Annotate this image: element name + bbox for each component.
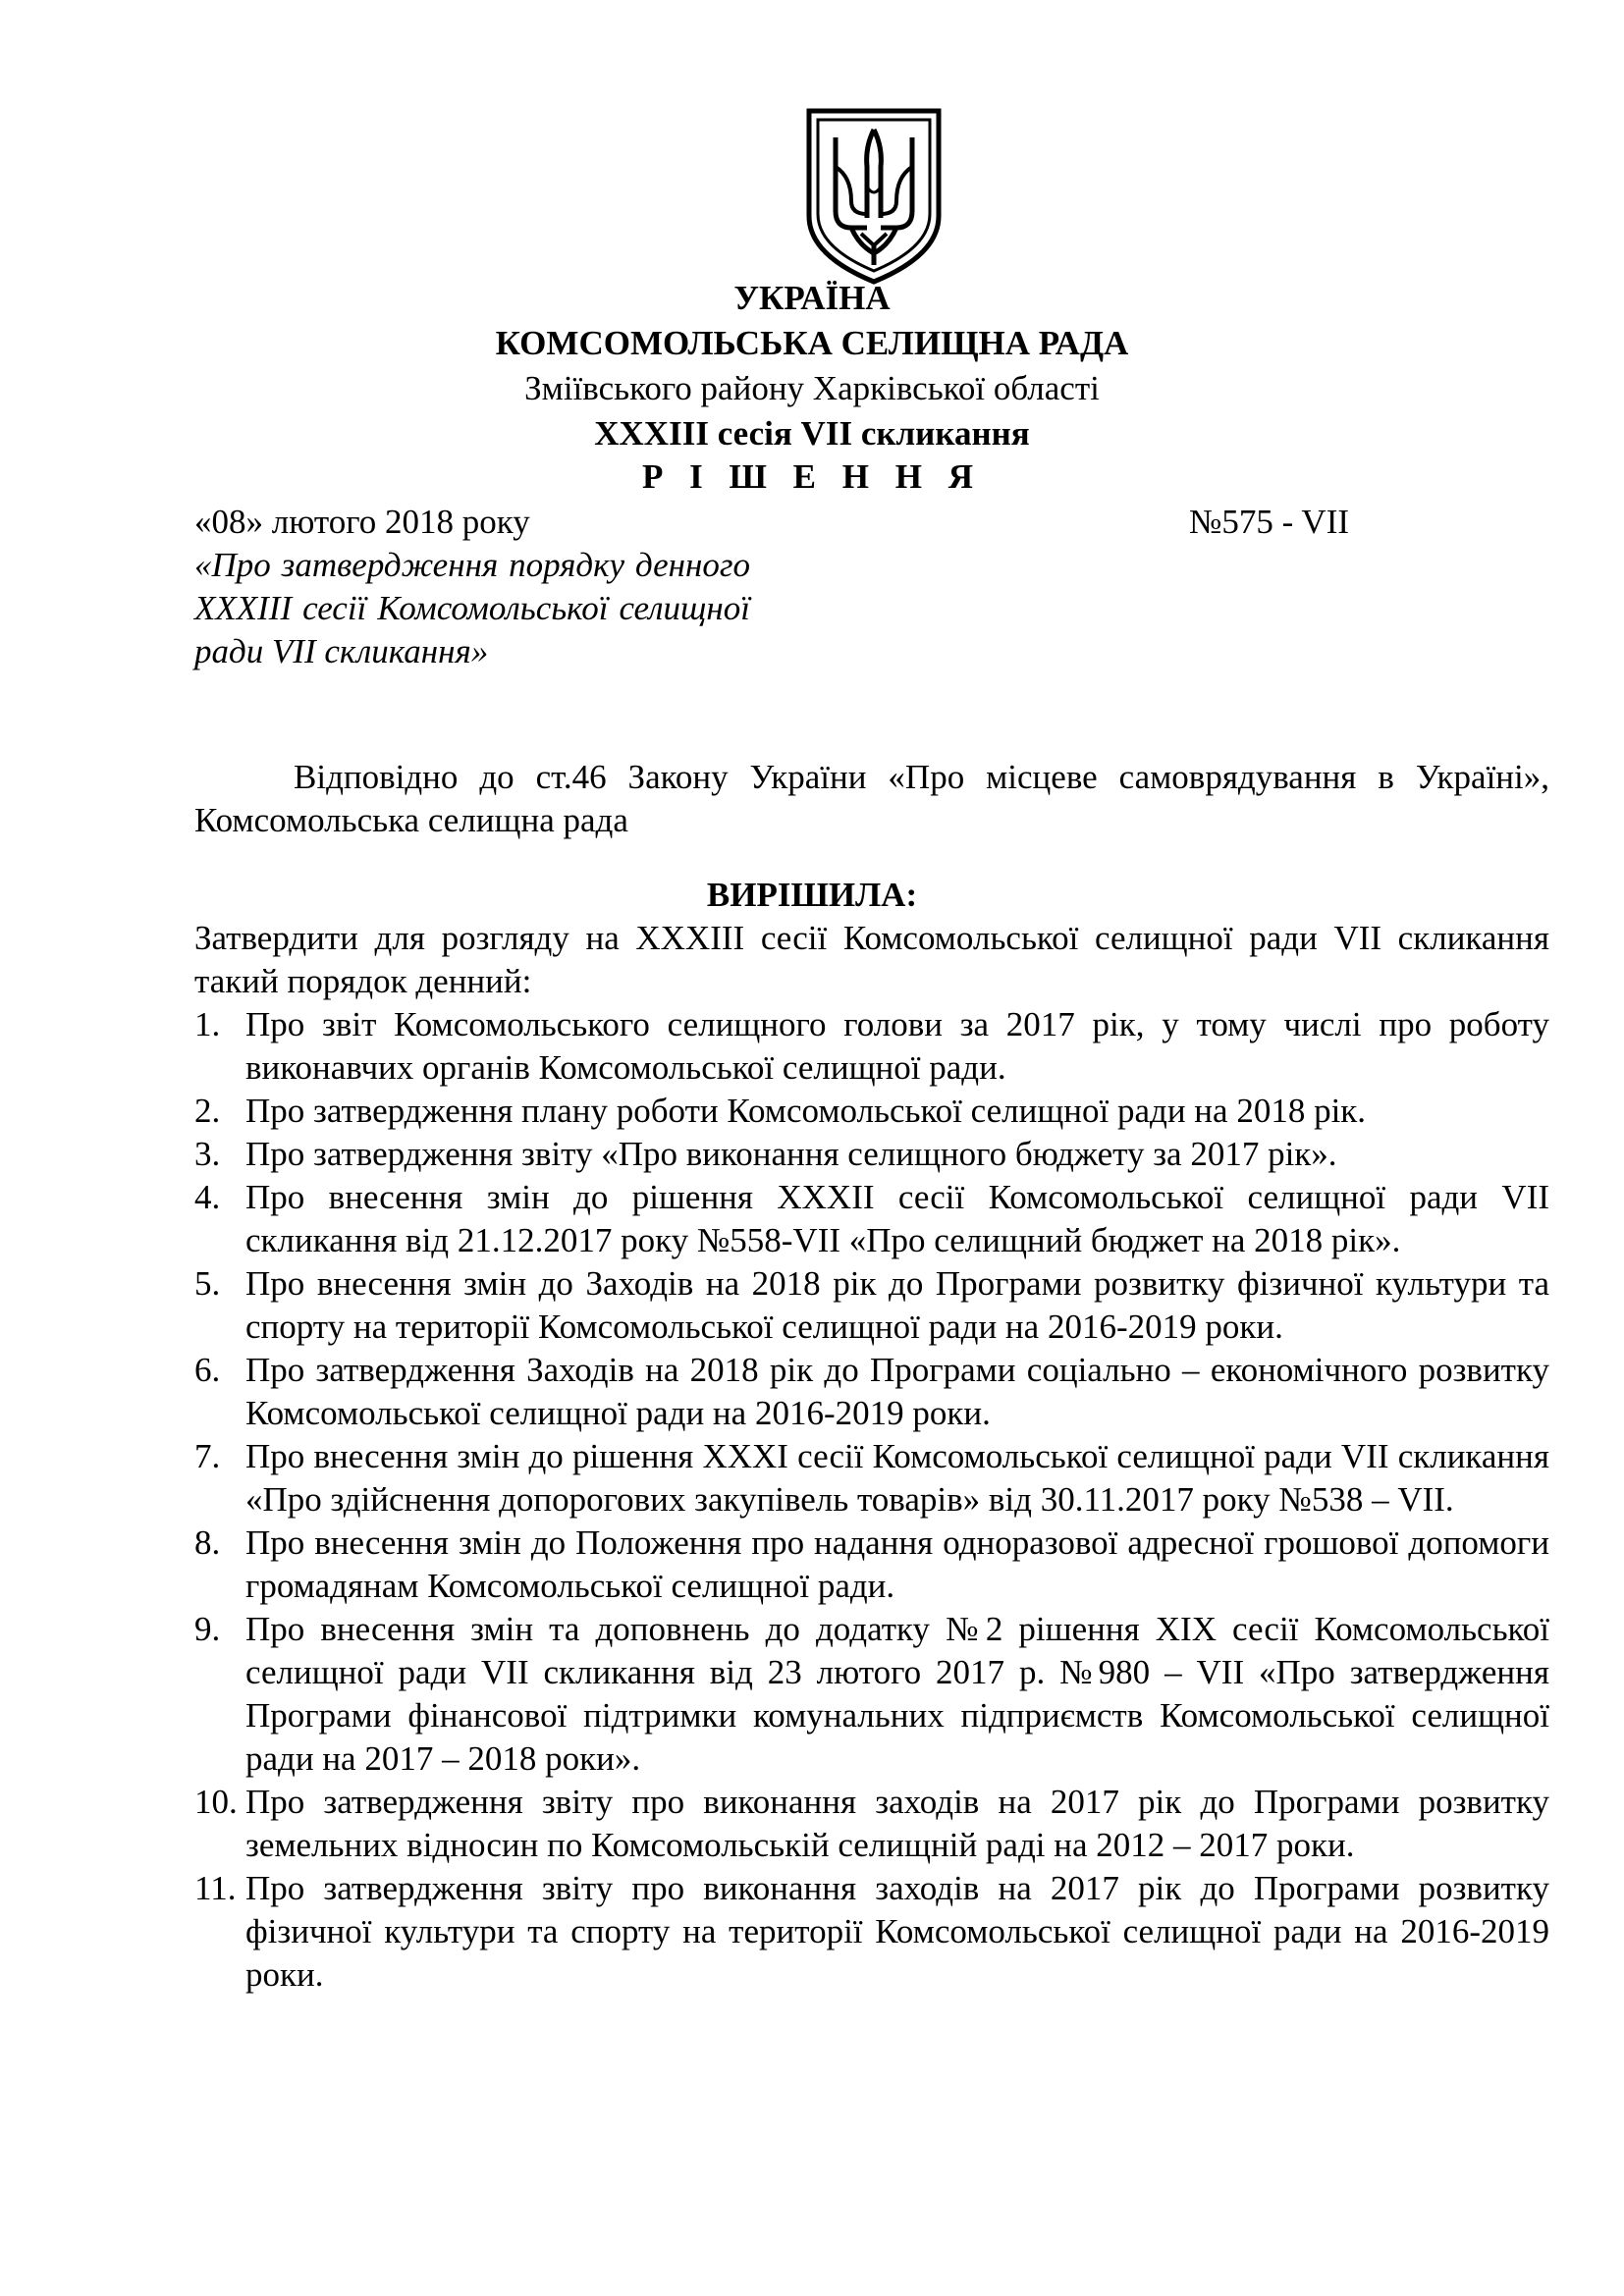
header-session: XXXIII сесія VII скликання (594, 414, 1030, 453)
agenda-item-number: 7. (194, 1437, 221, 1475)
agenda-intro: Затвердити для розгляду на XXXIII сесії Комсомольської селищної ради VII скликання такий порядок денний: (194, 919, 1549, 1000)
agenda-item-number: 4. (194, 1178, 221, 1216)
agenda-item-number: 11. (194, 1869, 237, 1907)
agenda-item-text: Про внесення змін до рішення XXXII сесії Комсомольської селищної ради VII скликання від 21.12.2017 року №558-VII «Про селищний бюджет на 2018 рік». (245, 1178, 1549, 1259)
agenda-item-number: 6. (194, 1351, 221, 1389)
agenda-item (194, 1133, 1549, 1176)
agenda-item-text: Про внесення змін та доповнень до додатку №2 рішення XIX сесії Комсомольської селищної ради VII скликання від 23 лютого 2017 р. №980 – VII «Про затвердження Програми фінансової підтримки комунальних підприємств Комсомольської селищної ради на 2017 – 2018 роки». (245, 1610, 1549, 1778)
agenda-item (194, 1522, 1549, 1608)
agenda-item (194, 1608, 1549, 1781)
agenda-item (194, 1176, 1549, 1262)
decision-subject: «Про затвердження порядку денного XXXIII сесії Комсомольської селищної ради VII скликання» (194, 546, 750, 670)
agenda-item (194, 1262, 1549, 1349)
agenda-list (194, 1003, 1549, 1997)
agenda-item-text: Про затвердження Заходів на 2018 рік до Програми соціально – економічного розвитку Комсомольської селищної ради на 2016-2019 роки. (245, 1351, 1549, 1432)
agenda-item-text: Про затвердження звіту «Про виконання селищного бюджету за 2017 рік». (245, 1135, 1337, 1173)
agenda-item-text: Про внесення змін до Заходів на 2018 рік до Програми розвитку фізичної культури та спорту на території Комсомольської селищної ради на 2016-2019 роки. (245, 1264, 1549, 1346)
header-country: УКРАЇНА (733, 279, 891, 317)
agenda-item-text: Про внесення змін до рішення XXXI сесії Комсомольської селищної ради VII скликання «Про здійснення допорогових закупівель товарів» від 30.11.2017 року №538 – VII. (245, 1437, 1549, 1519)
agenda-item-number: 2. (194, 1092, 221, 1130)
agenda-item (194, 1349, 1549, 1435)
agenda-item-text: Про звіт Комсомольського селищного голови за 2017 рік, у тому числі про роботу виконавчих органів Комсомольської селищної ради. (245, 1005, 1549, 1087)
agenda-item-text: Про внесення змін до Положення про надання одноразової адресної грошової допомоги громадянам Комсомольської селищної ради. (245, 1523, 1549, 1605)
agenda-item-text: Про затвердження звіту про виконання заходів на 2017 рік до Програми розвитку фізичної культури та спорту на території Комсомольської селищної ради на 2016-2019 роки. (245, 1869, 1549, 1994)
agenda-item-number: 10. (194, 1783, 238, 1821)
agenda-item (194, 1003, 1549, 1090)
agenda-item (194, 1090, 1549, 1133)
agenda-item-number: 3. (194, 1135, 221, 1173)
agenda-item-number: 5. (194, 1264, 221, 1303)
decision-title: Р І Ш Е Н Н Я (641, 457, 982, 496)
agenda-item (194, 1781, 1549, 1867)
agenda-item-text: Про затвердження звіту про виконання заходів на 2017 рік до Програми розвитку земельних відносин по Комсомольській селищній раді на 2012 – 2017 роки. (245, 1783, 1549, 1864)
agenda-item-text: Про затвердження плану роботи Комсомольської селищної ради на 2018 рік. (245, 1092, 1367, 1130)
agenda-item (194, 1435, 1549, 1522)
decision-number: №575 - VII (1189, 503, 1350, 541)
agenda-item-number: 8. (194, 1523, 221, 1562)
header-district: Зміївського району Харківської області (524, 369, 1100, 407)
decided-heading: ВИРІШИЛА: (706, 876, 918, 914)
agenda-item-number: 9. (194, 1610, 221, 1648)
coat-of-arms-emblem (806, 108, 942, 285)
decision-date: «08» лютого 2018 року (194, 503, 530, 541)
preamble-paragraph: Відповідно до ст.46 Закону України «Про місцеве самоврядування в Україні», Комсомольська селищна рада (194, 758, 1549, 839)
header-council: КОМСОМОЛЬСЬКА СЕЛИЩНА РАДА (495, 324, 1129, 362)
agenda-item (194, 1867, 1549, 1997)
agenda-item-number: 1. (194, 1005, 221, 1043)
